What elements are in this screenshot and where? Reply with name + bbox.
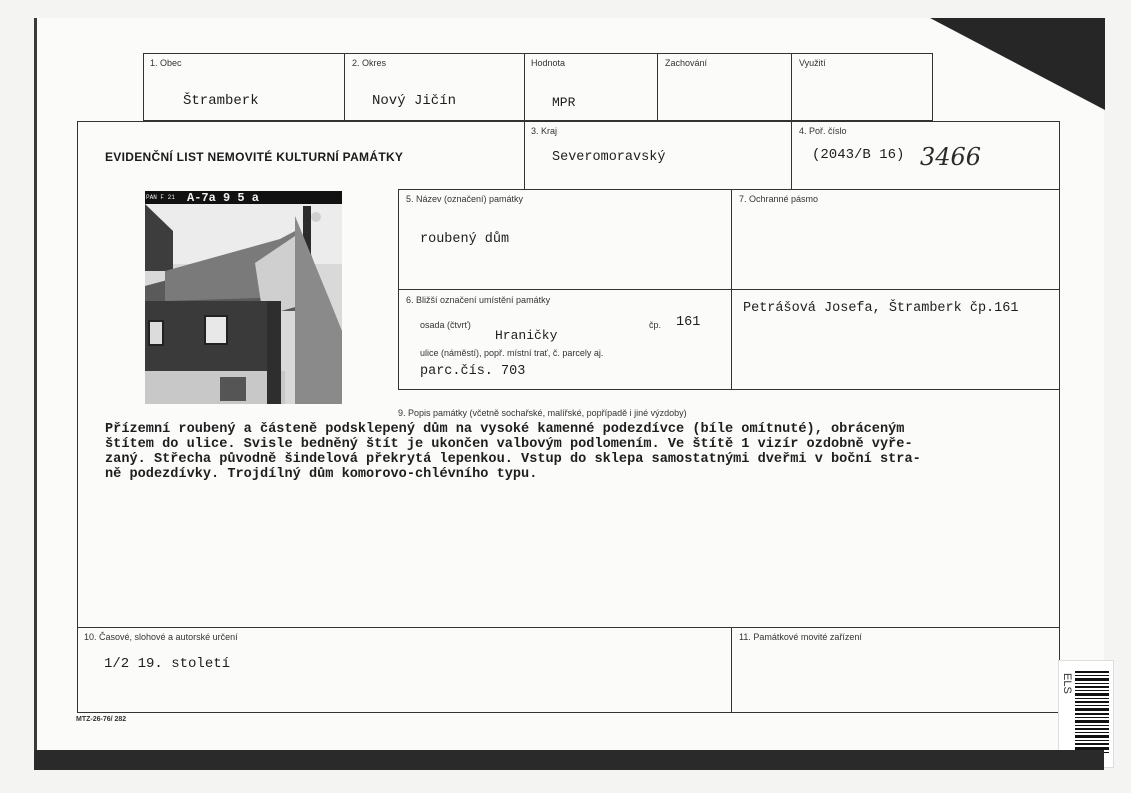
cp-label: čp. bbox=[649, 320, 662, 330]
por-cislo-value: (2043/B 16) bbox=[812, 147, 905, 163]
vlastnik-value: Petrášová Josefa, Štramberk čp.161 bbox=[743, 301, 1019, 316]
nazev-label: 5. Název (označení) památky bbox=[406, 194, 524, 204]
handwritten-number: 3466 bbox=[920, 143, 982, 171]
row-divider bbox=[398, 189, 1060, 190]
row-divider bbox=[398, 289, 1060, 290]
popis-line: zaný. Střecha původně šindelová překrytá lepenkou. Vstup do sklepa samostatnými dveřmi v boční stra- bbox=[105, 452, 921, 467]
ochranne-pasmo-label: 7. Ochranné pásmo bbox=[739, 194, 819, 204]
casove-label: 10. Časové, slohové a autorské určení bbox=[84, 632, 238, 642]
header-divider bbox=[344, 53, 345, 121]
por-cislo-label: 4. Poř. číslo bbox=[799, 126, 847, 136]
header-divider bbox=[657, 53, 658, 121]
parcela-value: parc.čís. 703 bbox=[420, 364, 526, 379]
osada-value: Hraničky bbox=[495, 328, 558, 343]
zachovani-label: Zachování bbox=[665, 58, 708, 68]
obec-label: 1. Obec bbox=[150, 58, 182, 68]
vyuziti-label: Využití bbox=[799, 58, 826, 68]
kraj-value: Severomoravský bbox=[552, 150, 666, 165]
ulice-label: ulice (náměstí), popř. místní trať, č. parcely aj. bbox=[420, 348, 604, 358]
row-divider bbox=[398, 389, 1060, 390]
popis-line: ně podezdívky. Trojdílný dům komorovo-chlévního typu. bbox=[105, 467, 538, 482]
obec-value: Štramberk bbox=[183, 93, 259, 109]
row-divider bbox=[77, 627, 1060, 628]
footer-code: MTZ-26-76/ 282 bbox=[76, 716, 127, 723]
popis-line: Přízemní roubený a částeně podsklepený dům na vysoké kamenné podezdívce (bíle omítnuté), obráceným bbox=[105, 422, 905, 437]
hodnota-value: MPR bbox=[552, 95, 576, 110]
scan-corner-shadow bbox=[930, 18, 1105, 110]
hodnota-label: Hodnota bbox=[531, 58, 566, 68]
scan-edge-bottom bbox=[34, 750, 1104, 770]
col-divider bbox=[731, 627, 732, 713]
casove-value: 1/2 19. století bbox=[104, 656, 231, 672]
por-cislo-number: 2043/B 16 bbox=[820, 147, 897, 163]
umisteni-label: 6. Bližší označení umístění památky bbox=[406, 295, 551, 305]
okres-label: 2. Okres bbox=[352, 58, 387, 68]
osada-label: osada (čtvrť) bbox=[420, 320, 471, 330]
kraj-label: 3. Kraj bbox=[531, 126, 558, 136]
popis-label: 9. Popis památky (včetně sochařské, malířské, popřípadě i jiné výzdoby) bbox=[398, 408, 687, 418]
barcode-text: ELS bbox=[1061, 673, 1073, 694]
popis-text bbox=[105, 422, 1040, 482]
popis-line: štítem do ulice. Svisle bedněný štít je ukončen valbovým podlomením. Ve štítě 1 vizír ozdobně vyře- bbox=[105, 437, 913, 452]
form-title: EVIDENČNÍ LIST NEMOVITÉ KULTURNÍ PAMÁTKY bbox=[105, 150, 404, 164]
house-photo bbox=[145, 191, 342, 404]
photo-film-label: PAN F 21 bbox=[146, 194, 175, 201]
scan-edge-left bbox=[34, 18, 37, 753]
cp-value: 161 bbox=[676, 315, 701, 330]
okres-value: Nový Jičín bbox=[372, 93, 457, 109]
nazev-value: roubený dům bbox=[420, 232, 510, 247]
photo-stamp: A-7a 9 5 a bbox=[187, 191, 260, 205]
barcode-icon bbox=[1075, 669, 1109, 759]
movite-label: 11. Památkové movité zařízení bbox=[739, 632, 862, 642]
